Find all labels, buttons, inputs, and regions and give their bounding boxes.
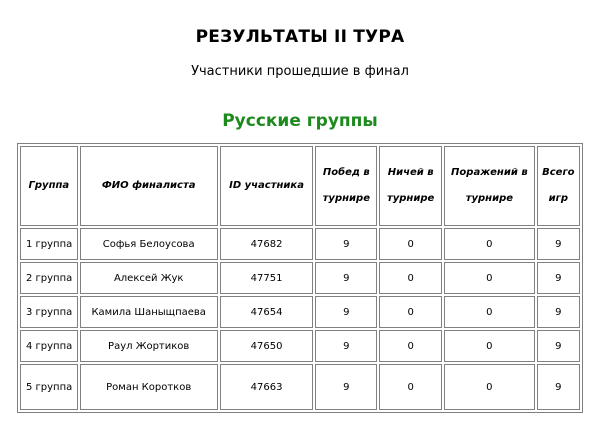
page-title: РЕЗУЛЬТАТЫ II ТУРА	[195, 27, 405, 47]
cell-losses: 0	[444, 262, 535, 294]
cell-wins: 9	[315, 296, 377, 328]
cell-total: 9	[537, 296, 580, 328]
cell-wins: 9	[315, 330, 377, 362]
cell-name: Алексей Жук	[80, 262, 218, 294]
table-row	[20, 296, 580, 328]
cell-draws: 0	[379, 228, 442, 260]
cell-wins: 9	[315, 364, 377, 410]
cell-participant-id: 47751	[220, 262, 314, 294]
cell-losses: 0	[444, 364, 535, 410]
cell-name: Раул Жортиков	[80, 330, 218, 362]
cell-group: 4 группа	[20, 330, 78, 362]
cell-name: Камила Шаныщпаева	[80, 296, 218, 328]
cell-draws: 0	[379, 262, 442, 294]
cell-draws: 0	[379, 330, 442, 362]
cell-total: 9	[537, 330, 580, 362]
table-row	[20, 364, 580, 410]
header-wins: Побед в турнире	[315, 146, 377, 226]
cell-group: 2 группа	[20, 262, 78, 294]
table-row	[20, 228, 580, 260]
header-draws: Ничей в турнире	[379, 146, 442, 226]
table-row	[20, 262, 580, 294]
cell-participant-id: 47663	[220, 364, 314, 410]
cell-participant-id: 47682	[220, 228, 314, 260]
page-subtitle: Участники прошедшие в финал	[191, 64, 409, 79]
cell-draws: 0	[379, 296, 442, 328]
table-row	[20, 330, 580, 362]
cell-participant-id: 47654	[220, 296, 314, 328]
cell-wins: 9	[315, 228, 377, 260]
cell-total: 9	[537, 364, 580, 410]
header-total: Всего игр	[537, 146, 580, 226]
cell-losses: 0	[444, 296, 535, 328]
header-group: Группа	[20, 146, 78, 226]
cell-participant-id: 47650	[220, 330, 314, 362]
cell-losses: 0	[444, 330, 535, 362]
cell-group: 3 группа	[20, 296, 78, 328]
cell-total: 9	[537, 262, 580, 294]
table-header-row	[20, 146, 580, 226]
cell-draws: 0	[379, 364, 442, 410]
header-losses: Поражений в турнире	[444, 146, 535, 226]
section-title: Русские группы	[222, 111, 378, 131]
header-name: ФИО финалиста	[80, 146, 218, 226]
cell-group: 1 группа	[20, 228, 78, 260]
cell-total: 9	[537, 228, 580, 260]
finalists-table	[17, 143, 583, 413]
cell-name: Роман Коротков	[80, 364, 218, 410]
header-participant-id: ID участника	[220, 146, 314, 226]
cell-losses: 0	[444, 228, 535, 260]
cell-group: 5 группа	[20, 364, 78, 410]
cell-name: Софья Белоусова	[80, 228, 218, 260]
cell-wins: 9	[315, 262, 377, 294]
